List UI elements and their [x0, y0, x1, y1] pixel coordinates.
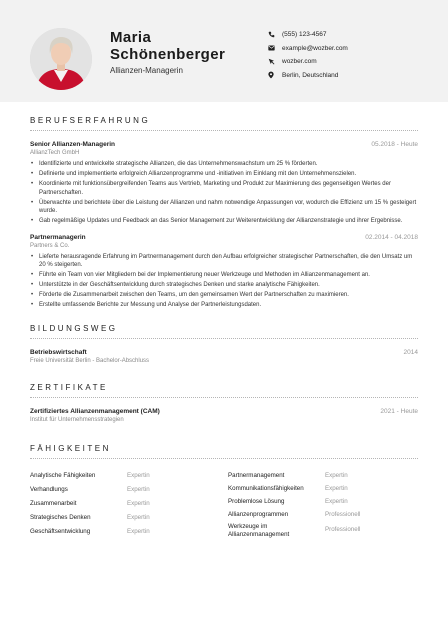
full-name [110, 29, 225, 63]
skill-level: Expertin [325, 484, 348, 492]
skill-level: Expertin [325, 497, 348, 505]
list-item: • Unterstützte in der Geschäftsentwicklung durch strategisches Denken und starke analytische Fähigkeiten. [39, 281, 418, 290]
website-link[interactable]: wozber.com [282, 58, 317, 66]
contact-website [268, 55, 348, 69]
certificate-title: Zertifiziertes Allianzenmanagement (CAM) [30, 407, 160, 415]
list-item: • Identifizierte und entwickelte strategische Allianzen, die das Unternehmenswachstum um 25 % förderten. [39, 160, 418, 169]
location-pin-icon [268, 71, 278, 79]
avatar [30, 28, 92, 90]
phone-icon [268, 31, 278, 38]
section-title-experience: BERUFSERFAHRUNG [30, 116, 151, 125]
contact-email [268, 42, 348, 56]
job-dates: 02.2014 - 04.2018 [365, 233, 418, 241]
email-icon [268, 45, 278, 51]
skill-level: Professionell [325, 510, 361, 518]
phone-number[interactable]: (555) 123-4567 [282, 31, 327, 39]
skill-row [228, 521, 418, 539]
experience-section [30, 116, 418, 310]
section-title-certificates: ZERTIFIKATE [30, 382, 108, 392]
skill-row [228, 495, 418, 508]
resume-header [0, 0, 448, 102]
education-year: 2014 [403, 348, 418, 356]
list-item: • Erstellte umfassende Berichte zur Messung und Analyse der Partnerleistungsdaten. [39, 301, 418, 310]
skill-level: Professionell [325, 526, 361, 533]
job-dates: 05.2018 - Heute [371, 141, 418, 148]
certificates-section [30, 383, 418, 424]
skill-level: Expertin [127, 500, 150, 507]
skill-row [30, 483, 228, 497]
job-title: Senior Allianzen-Managerin [30, 141, 115, 148]
list-item: • Führte ein Team von vier Mitgliedern bei der Implementierung neuer Werkzeuge und Methoden im Allianzenmanagement an. [39, 271, 418, 280]
certificate-entry [30, 408, 418, 424]
school-name: Freie Universität Berlin - Bachelor-Abschluss [30, 357, 150, 364]
skill-level: Expertin [127, 514, 150, 521]
section-title-skills: FÄHIGKEITEN [30, 443, 111, 453]
skill-level: Expertin [325, 471, 348, 479]
section-divider [30, 338, 418, 339]
skill-row [30, 469, 228, 483]
skill-row [228, 469, 418, 482]
section-divider [30, 130, 418, 131]
skill-level: Expertin [127, 528, 150, 535]
section-divider [30, 458, 418, 459]
skill-row [30, 525, 228, 539]
education-section [30, 324, 418, 365]
cursor-icon [268, 58, 278, 65]
profile-photo [30, 28, 92, 90]
job-bullets [30, 160, 418, 226]
job-entry [30, 234, 418, 310]
skills-table-right [228, 469, 418, 539]
job-title: Allianzen-Managerin [110, 66, 183, 75]
skill-name: Strategisches Denken [30, 514, 91, 521]
skill-name: Kommunikationsfähigkeiten [228, 484, 304, 492]
list-item: • Lieferte herausragende Erfahrung im Partnermanagement durch den Aufbau erfolgreicher strategischer Partnerschaften, die den Umsatz um 20 % steigerten. [39, 253, 418, 270]
skill-name: Allianzenprogrammen [228, 510, 289, 518]
skill-name: Analytische Fähigkeiten [30, 472, 96, 479]
list-item: • Definierte und implementierte erfolgreich Allianzenprogramme und -initiativen im Einklang mit den Unternehmenszielen. [39, 170, 418, 179]
contact-phone [268, 28, 348, 42]
skill-row [228, 508, 418, 521]
section-divider [30, 397, 418, 398]
job-title: Partnermanagerin [30, 233, 86, 241]
skill-name: Verhandlungs [30, 486, 68, 493]
first-name: Maria [110, 29, 152, 46]
skill-row [228, 482, 418, 495]
job-entry [30, 141, 418, 226]
list-item: • Förderte die Zusammenarbeit zwischen den Teams, um den gemeinsamen Wert der Partnerschaften zu maximieren. [39, 291, 418, 300]
resume-body [30, 116, 418, 539]
last-name: Schönenberger [110, 46, 226, 63]
skill-name: Zusammenarbeit [30, 500, 77, 507]
list-item: • Koordinierte mit funktionsübergreifenden Teams aus Vertrieb, Marketing und Produkt zur Maximierung des gegenseitigen Wertes der Partnerschaften. [39, 180, 418, 197]
education-entry [30, 349, 418, 365]
job-bullets [30, 253, 418, 310]
list-item: • Überwachte und berichtete über die Leistung der Allianzen und nahm notwendige Anpassungen vor, wodurch die Effizienz um 15 % gesteigert wurde. [39, 199, 418, 216]
email-address[interactable]: example@wozber.com [282, 44, 348, 52]
list-item: • Gab regelmäßige Updates und Feedback an das Senior Management zur Weiterentwicklung der Allianzenstrategie und ihrer Ergebnisse. [39, 217, 418, 226]
skill-name: Geschäftsentwicklung [30, 528, 91, 535]
skill-row [30, 511, 228, 525]
skill-level: Expertin [127, 472, 150, 479]
certificate-dates: 2021 - Heute [380, 407, 418, 415]
skills-table-left [30, 469, 228, 539]
skills-section [30, 444, 418, 539]
certificate-issuer: Institut für Unternehmensstrategien [30, 416, 124, 423]
job-company: AllianzTech GmbH [30, 150, 80, 156]
contact-location [268, 69, 348, 83]
job-company: Partners & Co. [30, 242, 70, 249]
skill-name: Problemlose Lösung [228, 497, 285, 505]
location-text: Berlin, Deutschland [282, 71, 339, 79]
section-title-education: BILDUNGSWEG [30, 323, 118, 333]
degree-title: Betriebswirtschaft [30, 348, 87, 356]
skill-row [30, 497, 228, 511]
skill-name: Partnermanagement [228, 471, 285, 479]
skill-name: Werkzeuge im Allianzenmanagement [228, 522, 290, 538]
skill-level: Expertin [127, 486, 150, 493]
contact-list [268, 28, 348, 82]
